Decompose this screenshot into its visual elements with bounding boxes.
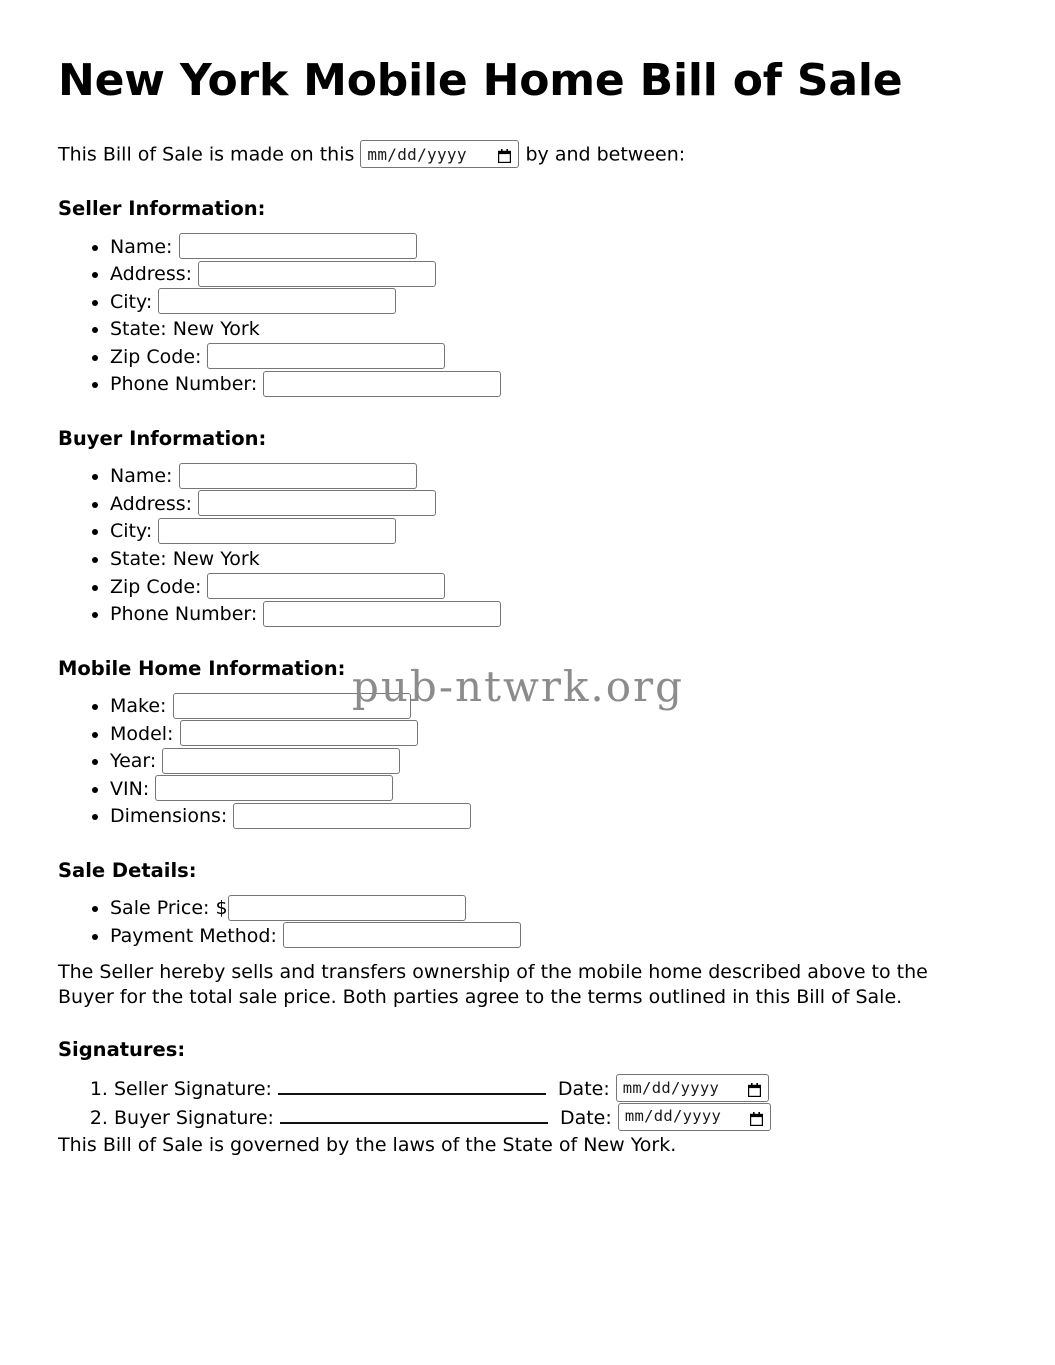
seller-state-static-text: State: New York	[110, 318, 260, 341]
seller-signature-label: Seller Signature:	[114, 1077, 272, 1100]
mobile-home-section-heading: Mobile Home Information:	[58, 656, 346, 680]
buyer-city-input[interactable]	[158, 518, 396, 544]
sale-details-field-list	[58, 895, 997, 950]
list-item	[110, 895, 997, 923]
list-item	[110, 601, 997, 629]
transfer-clause-paragraph: The Seller hereby sells and transfers ownership of the mobile home described above to the Buyer for the total sale price. Both parties agree to the terms outlined in this Bill of Sale.	[58, 961, 928, 1009]
seller-section-heading: Seller Information:	[58, 197, 266, 221]
field-label: Phone Number:	[110, 373, 258, 396]
payment-method-input[interactable]	[283, 922, 521, 948]
list-item	[110, 261, 997, 289]
seller-date-placeholder: mm/dd/yyyy	[622, 1078, 720, 1097]
buyer-phone-input[interactable]	[263, 601, 501, 627]
document-date-input[interactable]	[360, 140, 519, 168]
buyer-signature-date-input[interactable]	[618, 1103, 771, 1131]
field-label: Address:	[110, 263, 193, 286]
calendar-icon	[498, 147, 511, 161]
buyer-field-list	[58, 463, 997, 628]
seller-phone-input[interactable]	[263, 371, 501, 397]
seller-zip-input[interactable]	[207, 343, 445, 369]
list-item	[110, 776, 997, 804]
year-input[interactable]	[162, 748, 400, 774]
list-item	[110, 693, 997, 721]
calendar-icon	[750, 1110, 763, 1124]
list-item	[110, 574, 997, 602]
field-label: Name:	[110, 465, 173, 488]
field-label: Year:	[110, 750, 157, 773]
signature-list	[58, 1075, 997, 1133]
buyer-date-placeholder: mm/dd/yyyy	[624, 1107, 722, 1126]
list-item	[110, 463, 997, 491]
make-input[interactable]	[173, 693, 411, 719]
field-label: Name:	[110, 235, 173, 258]
list-item	[110, 371, 997, 399]
list-item	[110, 721, 997, 749]
intro-paragraph	[58, 141, 997, 169]
field-label: VIN:	[110, 777, 150, 800]
seller-name-input[interactable]	[179, 233, 417, 259]
seller-address-input[interactable]	[198, 261, 436, 287]
list-item	[110, 748, 997, 776]
list-item	[110, 518, 997, 546]
list-item	[114, 1075, 997, 1104]
buyer-address-input[interactable]	[198, 490, 436, 516]
buyer-state-static-text: State: New York	[110, 547, 260, 570]
calendar-icon	[748, 1081, 761, 1095]
field-label: Zip Code:	[110, 345, 202, 368]
intro-prefix-text: This Bill of Sale is made on this	[58, 143, 355, 166]
list-item	[110, 546, 997, 574]
field-label: Dimensions:	[110, 805, 228, 828]
list-item	[110, 491, 997, 519]
buyer-zip-input[interactable]	[207, 573, 445, 599]
buyer-name-input[interactable]	[179, 463, 417, 489]
dimensions-input[interactable]	[233, 803, 471, 829]
signatures-section-heading: Signatures:	[58, 1038, 186, 1062]
list-item	[110, 234, 997, 262]
site-watermark: pub-ntwrk.org	[352, 662, 685, 711]
list-item	[110, 803, 997, 831]
field-label: City:	[110, 290, 153, 313]
governing-law-paragraph: This Bill of Sale is governed by the laws of the State of New York.	[58, 1133, 677, 1156]
list-item	[110, 923, 997, 951]
sale-price-label: Sale Price: $	[110, 897, 228, 920]
vin-input[interactable]	[155, 775, 393, 801]
sale-price-input[interactable]	[228, 895, 466, 921]
list-item	[110, 316, 997, 344]
buyer-signature-line[interactable]	[280, 1105, 548, 1124]
seller-date-label: Date:	[557, 1077, 610, 1100]
list-item	[110, 289, 997, 317]
field-label: Model:	[110, 722, 174, 745]
model-input[interactable]	[180, 720, 418, 746]
field-label: Zip Code:	[110, 575, 202, 598]
seller-field-list	[58, 234, 997, 399]
list-item	[114, 1104, 997, 1133]
seller-signature-line[interactable]	[278, 1076, 546, 1095]
buyer-date-label: Date:	[559, 1106, 612, 1129]
page-title: New York Mobile Home Bill of Sale	[58, 55, 903, 106]
list-item	[110, 344, 997, 372]
buyer-signature-label: Buyer Signature:	[114, 1106, 274, 1129]
mobile-home-field-list	[58, 693, 997, 831]
document-date-placeholder: mm/dd/yyyy	[367, 144, 467, 164]
seller-signature-date-input[interactable]	[616, 1074, 769, 1102]
payment-method-label: Payment Method:	[110, 924, 277, 947]
field-label: Address:	[110, 492, 193, 515]
sale-details-section-heading: Sale Details:	[58, 858, 197, 882]
field-label: Make:	[110, 695, 167, 717]
intro-suffix-text: by and between:	[525, 143, 686, 166]
field-label: Phone Number:	[110, 603, 258, 626]
seller-city-input[interactable]	[158, 288, 396, 314]
field-label: City:	[110, 520, 153, 543]
buyer-section-heading: Buyer Information:	[58, 426, 267, 450]
